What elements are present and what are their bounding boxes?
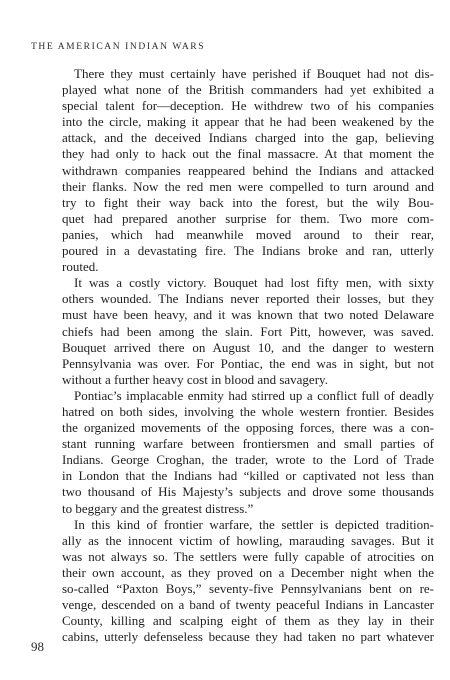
text-line: to beggary and the greatest distress.” [62, 500, 254, 516]
text-line: must have been heavy, and it was known that two noted Delaware [62, 307, 434, 323]
text-line: chiefs had been among the slain. Fort Pitt, however, was saved. [62, 323, 434, 339]
text-line: hatred on both sides, involving the whole western frontier. Besides [62, 403, 434, 419]
text-line: It was a costly victory. Bouquet had lost fifty men, with sixty [74, 275, 434, 291]
text-line: played what none of the British commanders had yet exhibited a [62, 82, 434, 98]
text-line: County, killing and scalping eight of them as they lay in their [62, 613, 434, 629]
text-line: Indians. George Croghan, the trader, wrote to the Lord of Trade [62, 452, 434, 468]
text-line: Pontiac’s implacable enmity had stirred up a conflict full of deadly [74, 387, 434, 403]
text-line: Bouquet arrived there on August 10, and the danger to western [62, 339, 434, 355]
running-head: THE AMERICAN INDIAN WARS [31, 42, 206, 52]
body-text [62, 66, 434, 645]
text-line: two thousand of His Majesty’s subjects and drove some thousands [62, 484, 434, 500]
text-line: into the circle, making it appear that he had been weakened by the [62, 114, 434, 130]
text-line: Pennsylvania was over. For Pontiac, the end was in sight, but not [62, 355, 434, 371]
text-line: stant running warfare between frontiersmen and small parties of [62, 436, 434, 452]
text-line: ally as the innocent victim of howling, marauding savages. But it [62, 532, 434, 548]
text-line: In this kind of frontier warfare, the settler is depicted tradition- [74, 516, 434, 532]
text-line: the organized movements of the opposing forces, there was a con- [62, 420, 434, 436]
page-number: 98 [31, 639, 44, 654]
text-line: special talent for—deception. He withdrew two of his companies [62, 98, 434, 114]
text-line: There they must certainly have perished if Bouquet had not dis- [74, 66, 434, 81]
text-line: poured in a devastating fire. The Indians broke and ran, utterly [62, 243, 434, 259]
text-line: without a further heavy cost in blood and savagery. [62, 371, 328, 387]
text-line: their flanks. Now the red men were compelled to turn around and [62, 178, 434, 194]
text-line: cabins, utterly defenseless because they had taken no part whatever [62, 629, 434, 645]
text-line: so-called “Paxton Boys,” seventy-five Pennsylvanians bent on re- [62, 581, 434, 596]
text-line: in London that the Indians had “killed or captivated not less than [62, 468, 434, 484]
text-line: they had only to hack out the final massacre. At that moment the [62, 146, 434, 162]
text-line: try to fight their way back into the forest, but the wily Bou- [62, 194, 434, 210]
text-line: panies, which had meanwhile moved around to their rear, [62, 226, 434, 242]
text-line: others wounded. The Indians never reported their losses, but they [62, 291, 434, 307]
text-line: their own account, as they proved on a December night when the [62, 564, 434, 580]
text-line: quet had prepared another surprise for them. Two more com- [62, 210, 434, 226]
text-line: attack, and the deceived Indians charged into the gap, believing [62, 130, 434, 146]
text-line: withdrawn companies reappeared behind the Indians and attacked [62, 162, 434, 178]
text-line: was not always so. The settlers were fully capable of atrocities on [62, 548, 434, 564]
text-line: routed. [62, 259, 99, 275]
text-line: venge, descended on a band of twenty peaceful Indians in Lancaster [62, 597, 434, 613]
